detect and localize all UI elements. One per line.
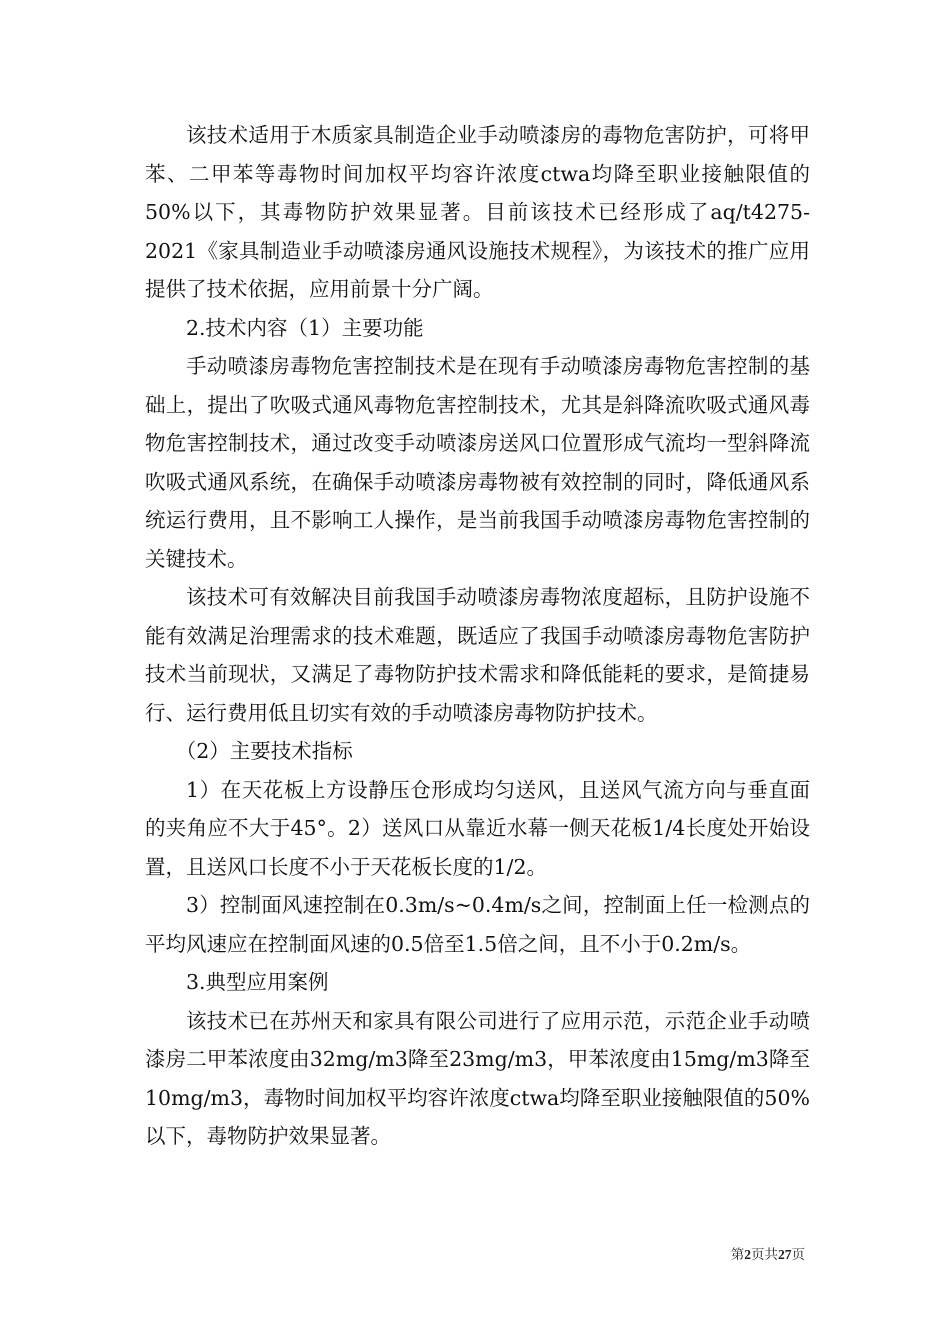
- section-heading-technical-content: 2.技术内容（1）主要功能: [186, 315, 424, 340]
- footer-middle: 页共: [751, 1247, 778, 1262]
- paragraph-indicators-1-2: 1）在天花板上方设静压仓形成均匀送风，且送风气流方向与垂直面的夹角应不大于45°。2）送风口从靠近水幕一侧天花板1/4长度处开始设置，且送风口长度不小于天花板长度的1/2。: [145, 777, 810, 879]
- section-heading-technical-indicators: （2）主要技术指标: [175, 739, 353, 763]
- paragraph-application-case: 该技术已在苏州天和家具有限公司进行了应用示范，示范企业手动喷漆房二甲苯浓度由32mg/m3降至23mg/m3，甲苯浓度由15mg/m3降至10mg/m3，毒物时间加权平均容许浓度ctwa均降至职业接触限值的50%以下，毒物防护效果显著。: [145, 1008, 810, 1148]
- section-heading-application-case: 3.典型应用案例: [186, 970, 329, 994]
- paragraph-intro: 该技术适用于木质家具制造企业手动喷漆房的毒物危害防护，可将甲苯、二甲苯等毒物时间加权平均容许浓度ctwa均降至职业接触限值的50%以下，其毒物防护效果显著。目前该技术已经形成了aq/t4275-2021《家具制造业手动喷漆房通风设施技术规程》，为该技术的推广应用提供了技术依据，应用前景十分广阔。: [145, 123, 810, 301]
- paragraph-indicator-3: 3）控制面风速控制在0.3m/s~0.4m/s之间，控制面上任一检测点的平均风速应在控制面风速的0.5倍至1.5倍之间，且不小于0.2m/s。: [145, 893, 810, 956]
- footer-total-pages: 27: [778, 1247, 792, 1262]
- document-body: [145, 116, 810, 1156]
- page-number-footer: [731, 1247, 805, 1263]
- paragraph-main-function: 手动喷漆房毒物危害控制技术是在现有手动喷漆房毒物危害控制的基础上，提出了吹吸式通风毒物危害控制技术，尤其是斜降流吹吸式通风毒物危害控制技术，通过改变手动喷漆房送风口位置形成气流均一型斜降流吹吸式通风系统，在确保手动喷漆房毒物被有效控制的同时，降低通风系统运行费用，且不影响工人操作，是当前我国手动喷漆房毒物危害控制的关键技术。: [145, 354, 810, 571]
- footer-prefix: 第: [730, 1247, 745, 1262]
- footer-current-page: 2: [744, 1247, 751, 1262]
- footer-suffix: 页: [791, 1247, 805, 1262]
- paragraph-problem-solved: 该技术可有效解决目前我国手动喷漆房毒物浓度超标，且防护设施不能有效满足治理需求的技术难题，既适应了我国手动喷漆房毒物危害防护技术当前现状，又满足了毒物防护技术需求和降低能耗的要求，是简捷易行、运行费用低且切实有效的手动喷漆房毒物防护技术。: [145, 585, 810, 725]
